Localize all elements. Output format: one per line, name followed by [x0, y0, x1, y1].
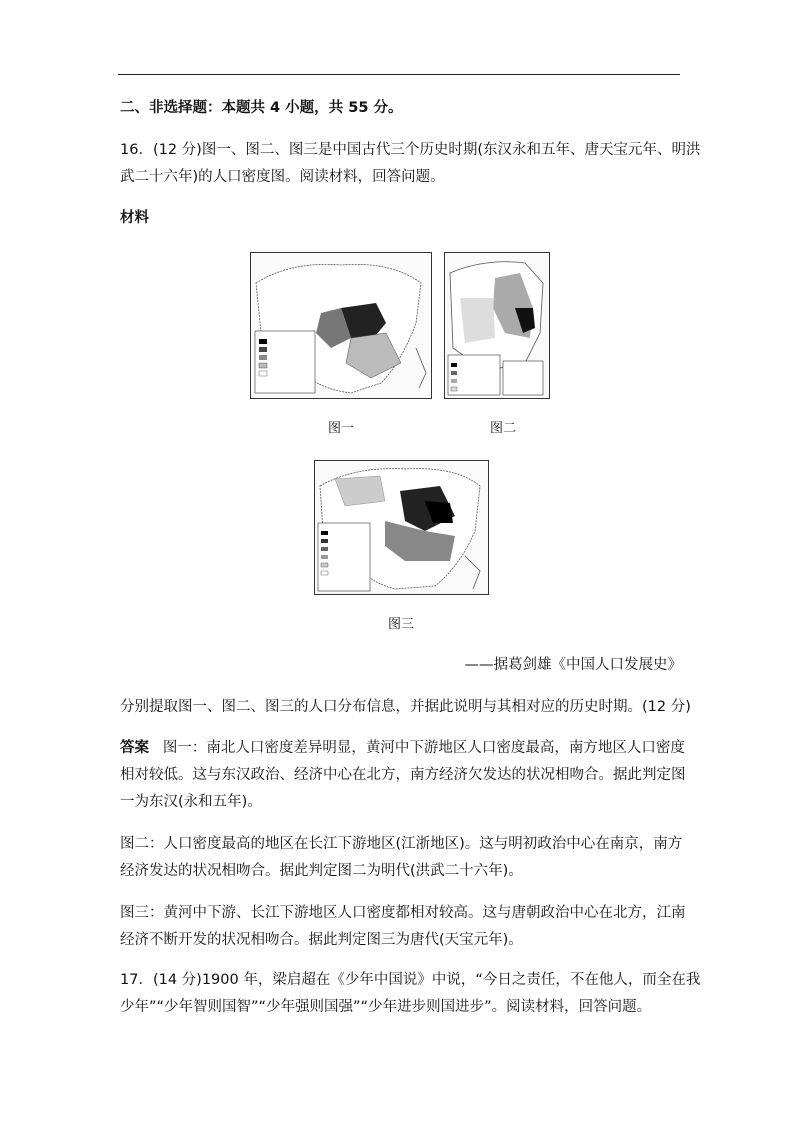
- map-figure-3: [314, 460, 489, 595]
- answer-p3-line2: 经济不断开发的状况相吻合。据此判定图三为唐代(天宝元年)。: [120, 932, 523, 948]
- answer-p1-line3: 一为东汉(永和五年)。: [120, 794, 262, 810]
- q17-line1: 17．(14 分)1900 年，梁启超在《少年中国说》中说，“今日之责任，不在他人，而全在我: [120, 972, 701, 988]
- figure-2-caption: 图二: [490, 421, 517, 436]
- answer-p2-line1: 图二：人口密度最高的地区在长江下游地区(江浙地区)。这与明初政治中心在南京，南方: [120, 836, 683, 852]
- q16-line2: 武二十六年)的人口密度图。阅读材料，回答问题。: [120, 169, 445, 185]
- answer-p3-line1: 图三：黄河中下游、长江下游地区人口密度都相对较高。这与唐朝政治中心在北方，江南: [120, 905, 686, 921]
- figure-3-caption: 图三: [388, 617, 415, 632]
- source-citation: ——据葛剑雄《中国人口发展史》: [464, 657, 682, 673]
- map-figure-2: [444, 252, 550, 399]
- question-prompt: 分别提取图一、图二、图三的人口分布信息，并据此说明与其相对应的历史时期。(12 分): [120, 699, 691, 715]
- answer-label: 答案: [120, 740, 149, 756]
- figure-1-caption: 图一: [328, 421, 355, 436]
- material-label: 材料: [120, 210, 149, 226]
- q17-line2: 少年”“少年智则国智”“少年强则国强”“少年进步则国进步”。阅读材料，回答问题。: [120, 999, 652, 1015]
- answer-p1-line2: 相对较低。这与东汉政治、经济中心在北方，南方经济欠发达的状况相吻合。据此判定图: [120, 767, 686, 783]
- q16-line1: 16．(12 分)图一、图二、图三是中国古代三个历史时期(东汉永和五年、唐天宝元年、明洪: [120, 142, 701, 158]
- answer-p2-line2: 经济发达的状况相吻合。据此判定图二为明代(洪武二十六年)。: [120, 863, 523, 879]
- answer-p1-line1: [120, 739, 685, 757]
- top-rule: [118, 74, 680, 75]
- answer-p1-text: 图一：南北人口密度差异明显，黄河中下游地区人口密度最高，南方地区人口密度: [162, 740, 685, 756]
- section-heading: 二、非选择题：本题共 4 小题，共 55 分。: [120, 100, 403, 116]
- map-figure-1: [250, 252, 432, 399]
